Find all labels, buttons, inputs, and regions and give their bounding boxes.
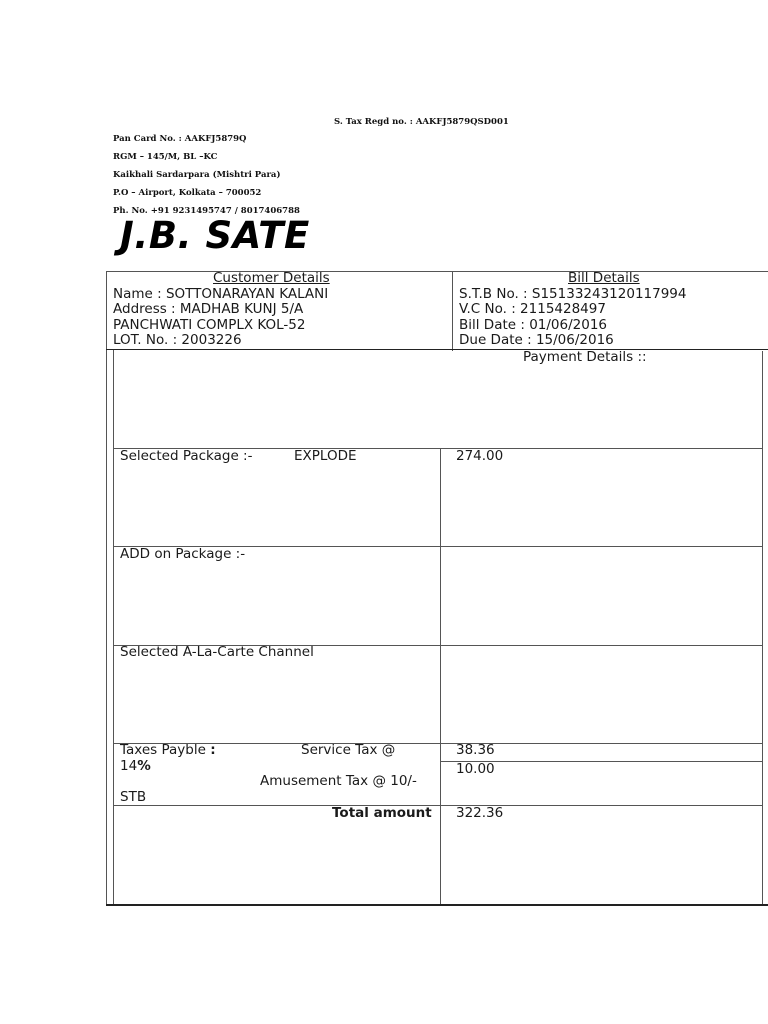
table-bottom-border [106, 904, 768, 906]
service-tax-label: Service Tax @ [301, 742, 396, 758]
details-divider [452, 271, 453, 351]
amount-column-right-border [762, 449, 763, 905]
service-tax-amount: 38.36 [456, 742, 495, 758]
taxes-payable-label [120, 743, 216, 759]
table-left-border [106, 271, 107, 906]
table-top-border [106, 271, 768, 272]
taxes-payable-colon: : [210, 742, 216, 758]
customer-name: Name : SOTTONARAYAN KALANI [113, 286, 329, 302]
customer-address-1: Address : MADHAB KUNJ 5/A [113, 301, 304, 317]
due-date: Due Date : 15/06/2016 [459, 332, 614, 348]
bill-details-title: Bill Details [568, 270, 640, 286]
payment-details-title: Payment Details :: [523, 349, 647, 365]
table-left-inner-border [113, 350, 114, 906]
customer-address-2: PANCHWATI COMPLX KOL-52 [113, 317, 306, 333]
selected-package-label: Selected Package :- [120, 448, 253, 464]
phone-numbers: Ph. No. +91 9231495747 / 8017406788 [113, 206, 300, 216]
amusement-tax-unit: STB [120, 789, 147, 805]
alacarte-channel-label: Selected A-La-Carte Channel [120, 644, 314, 660]
company-name: J.B. SATE [120, 214, 310, 257]
selected-package-name: EXPLODE [294, 448, 357, 464]
stb-number: S.T.B No. : S15133243120117994 [459, 286, 687, 302]
details-bottom-border [106, 349, 768, 350]
address-line-2: P.O – Airport, Kolkata – 700052 [113, 188, 262, 198]
taxes-row-bottom [113, 805, 763, 806]
package-amount: 274.00 [456, 448, 504, 464]
amusement-tax-label: Amusement Tax @ 10/- [260, 773, 417, 789]
customer-details-title: Customer Details [213, 270, 330, 286]
pan-card: Pan Card No. : AAKFJ5879Q [113, 134, 247, 144]
taxes-payable-text: Taxes Payble [120, 742, 206, 758]
customer-lot-no: LOT. No. : 2003226 [113, 332, 242, 348]
service-tax-rate-value: 14 [120, 758, 138, 774]
percent-sign: % [137, 758, 151, 774]
vc-number: V.C No. : 2115428497 [459, 301, 606, 317]
total-amount-value: 322.36 [456, 805, 504, 821]
bill-date: Bill Date : 01/06/2016 [459, 317, 608, 333]
amusement-tax-amount: 10.00 [456, 761, 495, 777]
amount-column-divider [440, 449, 441, 905]
rgm-address: RGM – 145/M, BL –KC [113, 152, 218, 162]
total-amount-label: Total amount [332, 805, 432, 821]
service-tax-reg: S. Tax Regd no. : AAKFJ5879QSD001 [334, 117, 509, 127]
payment-header-right-border [762, 351, 763, 449]
address-line-1: Kaikhali Sardarpara (Mishtri Para) [113, 170, 281, 180]
service-tax-rate [120, 759, 151, 775]
addon-package-label: ADD on Package :- [120, 546, 246, 562]
